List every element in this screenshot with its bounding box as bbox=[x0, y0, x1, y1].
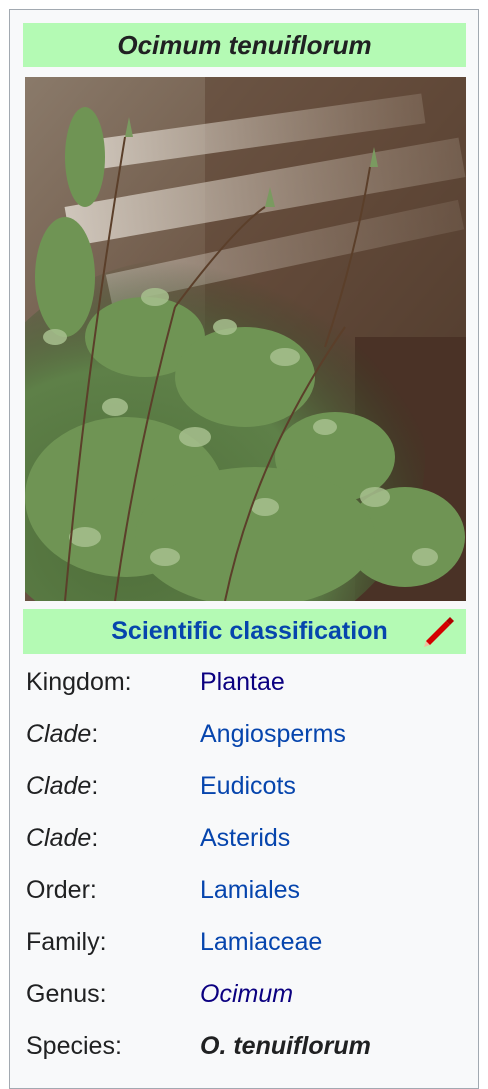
row-label: Species bbox=[26, 1031, 115, 1060]
taxobox bbox=[9, 9, 479, 1089]
table-row: Species: O. tenuiflorum bbox=[26, 1031, 371, 1060]
order-link[interactable]: Lamiales bbox=[200, 875, 301, 904]
plant-image[interactable] bbox=[25, 77, 466, 601]
row-label: Family bbox=[26, 927, 100, 956]
table-row: Genus: Ocimum bbox=[26, 979, 294, 1008]
table-row: Clade: Angiosperms bbox=[26, 719, 346, 748]
table-row: Order: Lamiales bbox=[26, 875, 301, 904]
page-title: Ocimum tenuiflorum bbox=[23, 23, 466, 67]
clade-eudicots-link[interactable]: Eudicots bbox=[200, 771, 296, 800]
table-row: Clade: Eudicots bbox=[26, 771, 296, 800]
row-label: Order bbox=[26, 875, 90, 904]
kingdom-link[interactable]: Plantae bbox=[200, 667, 285, 696]
clade-angiosperms-link[interactable]: Angiosperms bbox=[200, 719, 346, 748]
table-row: Family: Lamiaceae bbox=[26, 927, 323, 956]
scientific-classification-link[interactable]: Scientific classification bbox=[111, 617, 388, 645]
table-row: Clade: Asterids bbox=[26, 823, 291, 852]
family-link[interactable]: Lamiaceae bbox=[200, 927, 323, 956]
row-label: Genus bbox=[26, 979, 100, 1008]
pencil-icon[interactable] bbox=[422, 615, 456, 649]
row-label: Kingdom bbox=[26, 667, 125, 696]
scientific-classification-header bbox=[23, 609, 466, 654]
species-name: O. tenuiflorum bbox=[200, 1031, 371, 1060]
row-label: Clade bbox=[26, 823, 92, 852]
classification-table bbox=[26, 656, 466, 1072]
row-label: Clade bbox=[26, 719, 92, 748]
plant-photo bbox=[25, 77, 466, 601]
clade-asterids-link[interactable]: Asterids bbox=[200, 823, 291, 852]
row-label: Clade bbox=[26, 771, 92, 800]
genus-link[interactable]: Ocimum bbox=[200, 979, 294, 1008]
table-row: Kingdom: Plantae bbox=[26, 667, 285, 696]
